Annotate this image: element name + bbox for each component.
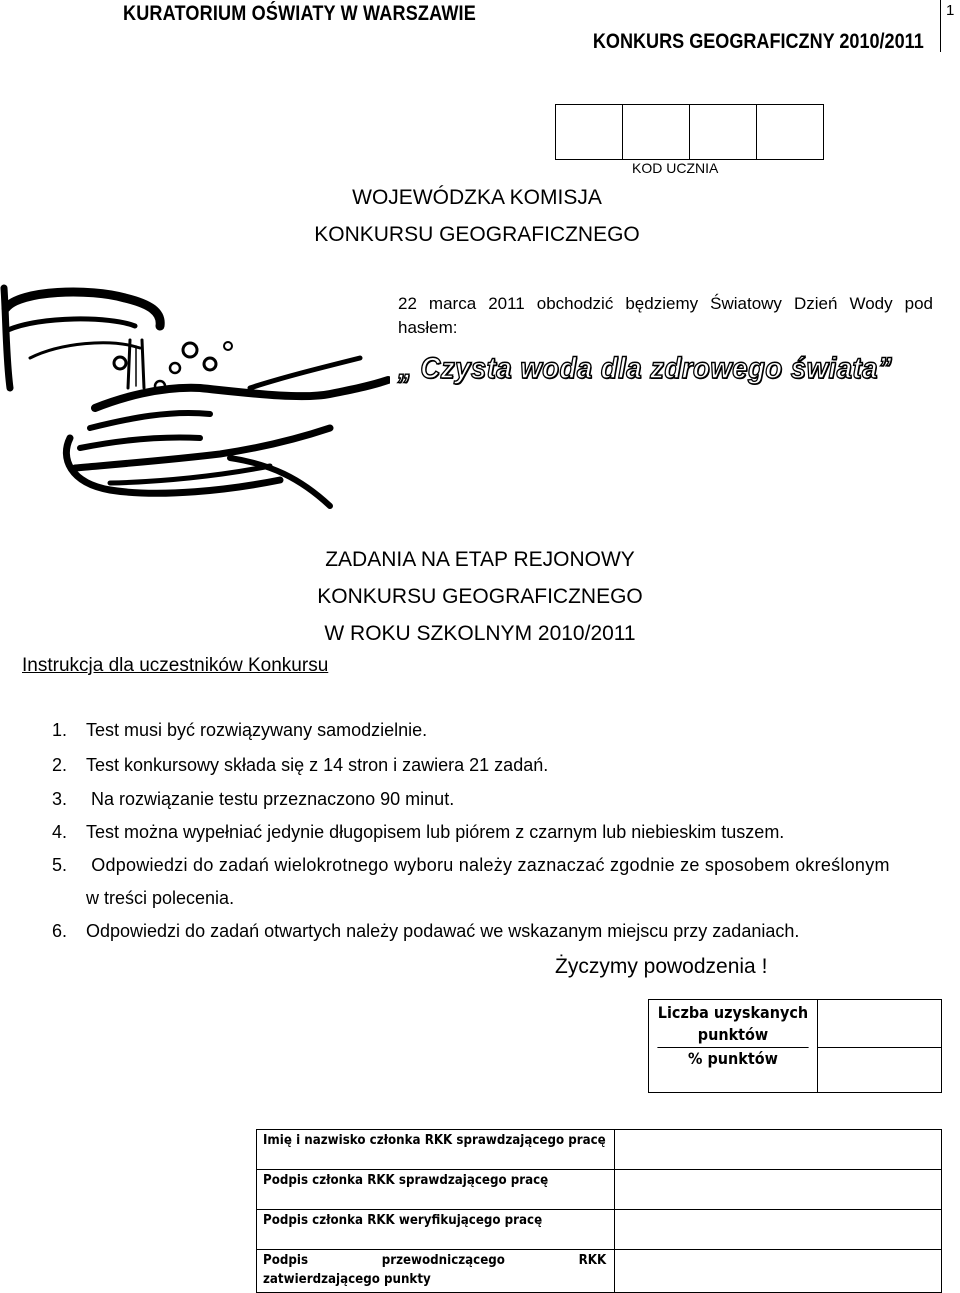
instruction-number: 5. xyxy=(52,855,68,875)
instruction-text: Test musi być rozwiązywany samodzielnie. xyxy=(86,720,428,740)
tasks-title-line-3: W ROKU SZKOLNYM 2010/2011 xyxy=(324,622,636,645)
instruction-number: 1. xyxy=(52,720,68,740)
instruction-item xyxy=(52,789,454,810)
signature-field[interactable] xyxy=(615,1130,941,1169)
instruction-item xyxy=(52,755,548,776)
page-number: 1 xyxy=(946,2,955,19)
header-right-title: KONKURS GEOGRAFICZNY 2010/2011 xyxy=(593,30,924,53)
good-luck-wish: Życzymy powodzenia ! xyxy=(555,955,768,978)
score-box xyxy=(648,999,942,1093)
student-code-cell[interactable] xyxy=(690,105,757,159)
student-code-grid xyxy=(555,104,824,160)
instruction-number: 6. xyxy=(52,921,68,941)
intro-text: 22 marca 2011 obchodzić będziemy Światowy Dzień Wody pod hasłem: xyxy=(398,294,933,337)
instruction-item xyxy=(52,822,784,843)
page-number-divider xyxy=(940,0,941,52)
tasks-title-line-2: KONKURSU GEOGRAFICZNEGO xyxy=(317,585,643,608)
signature-field[interactable] xyxy=(615,1210,941,1249)
instruction-text: Odpowiedzi do zadań wielokrotnego wyboru należy zaznaczać zgodnie ze sposobem określonym xyxy=(86,855,890,875)
signature-row xyxy=(257,1210,941,1250)
instruction-number: 2. xyxy=(52,755,68,775)
signature-label: Podpis członka RKK weryfikującego pracę xyxy=(257,1210,615,1249)
student-code-cell[interactable] xyxy=(623,105,690,159)
header-left-title: KURATORIUM OŚWIATY W WARSZAWIE xyxy=(123,2,476,25)
motto: „ Czysta woda dla zdrowego świata” xyxy=(398,352,893,385)
points-label: Liczba uzyskanych punktów xyxy=(657,1000,808,1048)
instruction-text: Na rozwiązanie testu przeznaczono 90 minut. xyxy=(86,789,455,809)
commission-line-2: KONKURSU GEOGRAFICZNEGO xyxy=(314,223,640,246)
percent-label: % punktów xyxy=(688,1049,778,1068)
points-field[interactable] xyxy=(818,1000,941,1048)
score-labels xyxy=(649,1000,818,1092)
signature-label: Podpis przewodniczącego RKK zatwierdzającego punkty xyxy=(257,1250,615,1292)
score-values xyxy=(818,1000,941,1092)
instruction-text: Odpowiedzi do zadań otwartych należy podawać we wskazanym miejscu przy zadaniach. xyxy=(86,921,800,941)
instruction-number: 3. xyxy=(52,789,68,809)
signature-row xyxy=(257,1130,941,1170)
instructions-title: Instrukcja dla uczestników Konkursu xyxy=(22,655,329,676)
student-code-cell[interactable] xyxy=(757,105,823,159)
commission-line-1: WOJEWÓDZKA KOMISJA xyxy=(352,186,602,209)
instruction-item xyxy=(52,921,799,942)
instruction-number: 4. xyxy=(52,822,68,842)
instruction-text: Test można wypełniać jedynie długopisem lub piórem z czarnym lub niebieskim tuszem. xyxy=(86,822,785,842)
student-code-cell[interactable] xyxy=(556,105,623,159)
instruction-item xyxy=(52,720,427,741)
signatures-table xyxy=(256,1129,942,1293)
signature-label: Imię i nazwisko członka RKK sprawdzającego pracę xyxy=(257,1130,615,1169)
signature-field[interactable] xyxy=(615,1170,941,1209)
instruction-item xyxy=(52,855,890,876)
student-code-label: KOD UCZNIA xyxy=(632,160,719,176)
signature-label: Podpis członka RKK sprawdzającego pracę xyxy=(257,1170,615,1209)
hands-washing-under-tap-icon xyxy=(0,268,390,513)
signature-row xyxy=(257,1170,941,1210)
instruction-continuation: w treści polecenia. xyxy=(86,888,235,908)
tasks-title-line-1: ZADANIA NA ETAP REJONOWY xyxy=(325,548,635,571)
instruction-text: Test konkursowy składa się z 14 stron i zawiera 21 zadań. xyxy=(86,755,549,775)
